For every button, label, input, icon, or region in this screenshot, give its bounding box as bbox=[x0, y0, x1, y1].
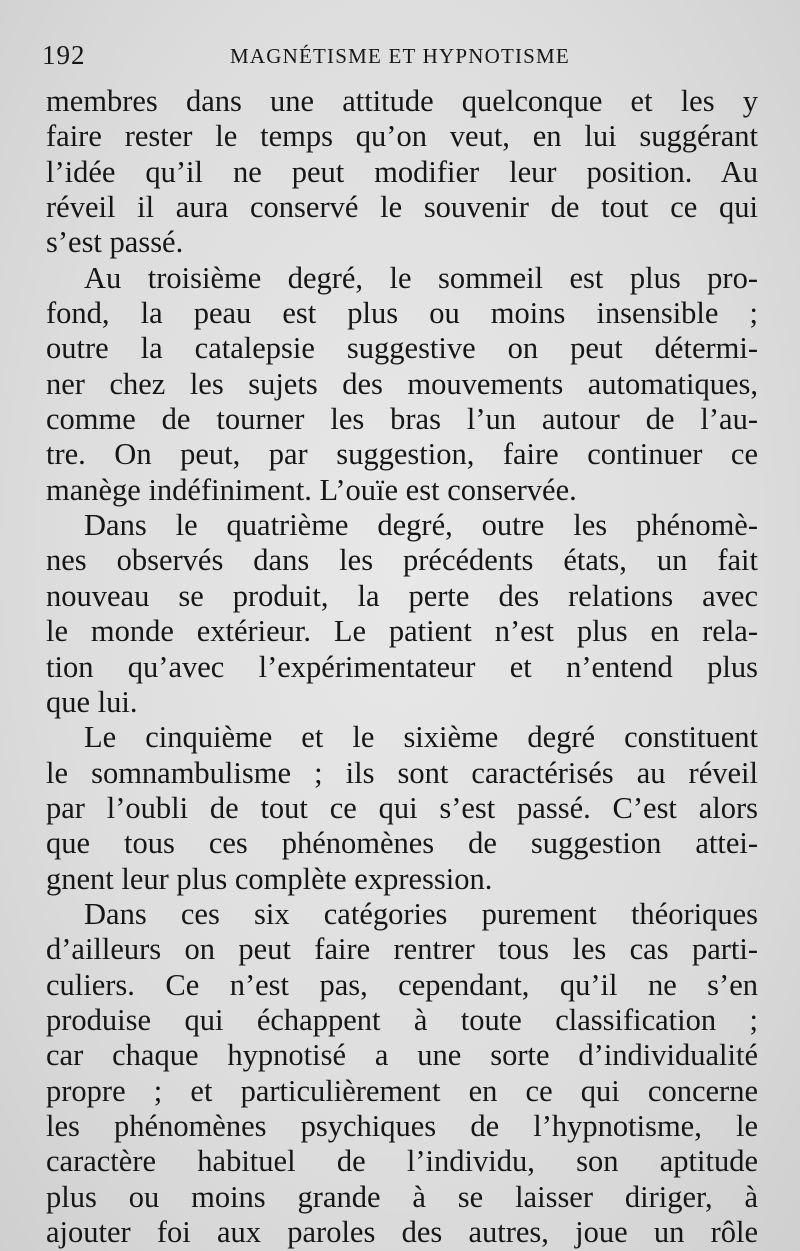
text-line: Dans le quatrième degré, outre les phénomè- bbox=[84, 508, 758, 543]
text-line: d’ailleurs on peut faire rentrer tous les cas parti- bbox=[46, 932, 758, 967]
text-line: faire rester le temps qu’on veut, en lui suggérant bbox=[46, 119, 758, 154]
text-line: manège indéfiniment. L’ouïe est conservée. bbox=[46, 472, 577, 507]
text-line: les phénomènes psychiques de l’hypnotisme, le bbox=[46, 1108, 758, 1143]
text-line: outre la catalepsie suggestive on peut détermi- bbox=[46, 331, 758, 366]
text-line: ner chez les sujets des mouvements automatiques, bbox=[46, 366, 758, 401]
text-line: Le cinquième et le sixième degré constituent bbox=[84, 720, 758, 755]
text-line: membres dans une attitude quelconque et les y bbox=[46, 84, 758, 118]
text-line: que tous ces phénomènes de suggestion attei- bbox=[46, 826, 758, 861]
text-line: caractère habituel de l’individu, son aptitude bbox=[46, 1144, 758, 1179]
text-line: l’idée qu’il ne peut modifier leur position. Au bbox=[46, 154, 758, 189]
text-line: que lui. bbox=[46, 684, 138, 719]
text-line: le somnambulisme ; ils sont caractérisés au réveil bbox=[46, 755, 758, 790]
text-line: produise qui échappent à toute classification ; bbox=[46, 1002, 758, 1037]
text-line: nes observés dans les précédents états, un fait bbox=[46, 543, 758, 578]
text-line: ajouter foi aux paroles des autres, joue un rôle bbox=[46, 1215, 758, 1249]
text-line: le monde extérieur. Le patient n’est plus en rela- bbox=[46, 614, 758, 649]
text-line: tion qu’avec l’expérimentateur et n’entend plus bbox=[46, 649, 758, 684]
running-title: MAGNÉTISME ET HYPNOTISME bbox=[230, 44, 570, 68]
text-line: nouveau se produit, la perte des relations avec bbox=[46, 578, 758, 613]
text-line: car chaque hypnotisé a une sorte d’individualité bbox=[46, 1038, 758, 1073]
text-line: par l’oubli de tout ce qui s’est passé. C’est alors bbox=[46, 790, 758, 825]
page-number: 192 bbox=[42, 40, 86, 70]
text-line: réveil il aura conservé le souvenir de tout ce qui bbox=[46, 190, 758, 225]
text-line: culiers. Ce n’est pas, cependant, qu’il ne s’en bbox=[46, 967, 758, 1002]
text-line: tre. On peut, par suggestion, faire continuer ce bbox=[46, 437, 758, 472]
text-line: Dans ces six catégories purement théoriques bbox=[84, 896, 758, 931]
text-line: plus ou moins grande à se laisser diriger, à bbox=[46, 1179, 758, 1214]
text-line: gnent leur plus complète expression. bbox=[46, 861, 493, 896]
text-line: fond, la peau est plus ou moins insensible ; bbox=[46, 296, 758, 331]
text-line: propre ; et particulièrement en ce qui concerne bbox=[46, 1073, 758, 1108]
text-line: Au troisième degré, le sommeil est plus pro- bbox=[84, 260, 758, 295]
text-line: s’est passé. bbox=[46, 225, 184, 260]
text-line: comme de tourner les bras l’un autour de l’au- bbox=[46, 402, 758, 437]
body-text bbox=[46, 84, 758, 1250]
running-head bbox=[40, 40, 760, 74]
